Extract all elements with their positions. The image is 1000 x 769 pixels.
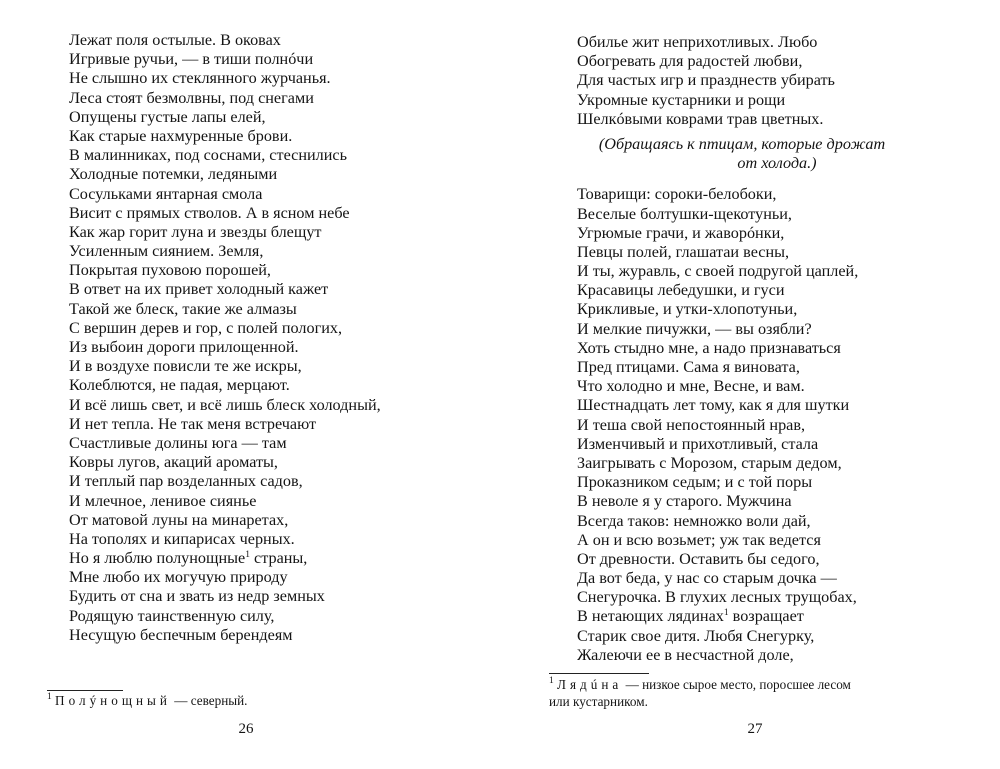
verse-line: Жалеючи ее в несчастной доле, xyxy=(577,645,794,664)
right-verse xyxy=(577,33,907,665)
footnote-mark: 1 xyxy=(245,550,250,561)
verse-line-with-footnote xyxy=(577,607,907,626)
footnote-definition: — северный. xyxy=(170,693,248,708)
footnote xyxy=(549,676,851,710)
verse-line: Веселые болтушки-щекотуньи, xyxy=(577,204,792,223)
footnote-mark: 1 xyxy=(723,608,729,619)
verse-line: Холодные потемки, ледяными xyxy=(69,165,278,184)
verse-line: Опущены густые лапы елей, xyxy=(69,107,266,126)
page-number: 26 xyxy=(238,721,254,737)
verse-line: Игривые ручьи, — в тиши полнóчи xyxy=(69,50,314,69)
verse-line: Проказником седым; и с той поры xyxy=(577,473,813,492)
verse-line: Всегда таков: немножко воли дай, xyxy=(577,511,811,530)
verse-line: Несущую беспечным берендеям xyxy=(69,625,293,644)
stage-direction xyxy=(577,135,907,173)
footnote-divider xyxy=(47,690,123,691)
right-page xyxy=(549,0,989,769)
verse-line: Обилье жит неприхотливых. Любо xyxy=(577,33,818,51)
verse-line: И теша свой непостоянный нрав, xyxy=(577,415,806,434)
verse-line: Укромные кустарники и рощи xyxy=(577,90,786,109)
left-page xyxy=(47,0,509,769)
left-verse xyxy=(69,31,381,645)
verse-line: Такой же блеск, такие же алмазы xyxy=(69,299,297,318)
page-number: 27 xyxy=(747,721,763,737)
stage-direction-line: (Обращаясь к птицам, которые дрожат xyxy=(598,134,886,153)
verse-line: Заигрывать с Морозом, старым дедом, xyxy=(577,453,842,472)
footnote-mark: 1 xyxy=(549,676,554,686)
verse-line: Красавицы лебедушки, и гуси xyxy=(577,281,785,300)
verse-line: Снегурочка. В глухих лесных трущобах, xyxy=(577,588,857,607)
verse-line: Леса стоят безмолвны, под снегами xyxy=(69,88,314,107)
verse-line: И нет тепла. Не так меня встречают xyxy=(69,414,317,433)
verse-line: Мне любо их могучую природу xyxy=(69,568,288,587)
verse-line: А он и всю возьмет; уж так ведется xyxy=(577,530,821,549)
verse-line: Для частых игр и празднеств убирать xyxy=(577,71,835,90)
verse-line: Певцы полей, глашатаи весны, xyxy=(577,242,790,261)
verse-line: На тополях и кипарисах черных. xyxy=(69,529,295,548)
verse-line: Крикливые, и утки-хлопотуньи, xyxy=(577,300,798,319)
verse-line: Что холодно и мне, Весне, и вам. xyxy=(577,377,805,396)
footnote-term: Лядúна xyxy=(557,677,623,692)
footnote xyxy=(47,692,247,709)
verse-line: Шестнадцать лет тому, как я для шутки xyxy=(577,396,850,415)
verse-line: Обогревать для радостей любви, xyxy=(577,52,803,71)
verse-text: Но я люблю полунощные xyxy=(69,549,246,568)
verse-line: Как жар горит луна и звезды блещут xyxy=(69,222,322,241)
verse-line: Да вот беда, у нас со старым дочка — xyxy=(577,569,837,588)
verse-line: Покрытая пуховою порошей, xyxy=(69,261,271,280)
verse-line: Старик свое дитя. Любя Снегурку, xyxy=(577,626,815,645)
verse-line: И ты, журавль, с своей подругой цаплей, xyxy=(577,262,859,281)
verse-line: Хоть стыдно мне, а надо признаваться xyxy=(577,338,841,357)
verse-line: Товарищи: сороки-белобоки, xyxy=(577,185,777,204)
verse-line: Усиленным сиянием. Земля, xyxy=(69,242,264,261)
verse-line: От матовой луны на минаретах, xyxy=(69,510,289,529)
verse-line: Ковры лугов, акаций ароматы, xyxy=(69,453,278,472)
stage-direction-line: от холода.) xyxy=(737,154,817,173)
verse-text: В нетающих лядинах xyxy=(577,607,724,626)
footnote-definition: — низкое сырое место, поросшее лесом xyxy=(622,677,851,692)
verse-line: Шелкóвыми коврами трав цветных. xyxy=(577,109,824,128)
verse-line: И млечное, ленивое сиянье xyxy=(69,491,257,510)
verse-line: Как старые нахмуренные брови. xyxy=(69,126,293,145)
verse-line: От древности. Оставить бы седого, xyxy=(577,549,820,568)
verse-text: страны, xyxy=(249,549,308,568)
verse-line: Угрюмые грачи, и жаворóнки, xyxy=(577,223,785,242)
verse-text: возращает xyxy=(728,607,804,626)
verse-line: В малинниках, под соснами, стеснились xyxy=(69,146,347,165)
verse-line: В ответ на их привет холодный кажет xyxy=(69,280,329,299)
footnote-divider xyxy=(549,673,649,674)
footnote-term: Полýнощный xyxy=(55,693,171,708)
verse-line: Колеблются, не падая, мерцают. xyxy=(69,376,290,395)
verse-line: Не слышно их стеклянного журчанья. xyxy=(69,69,331,88)
verse-line: И мелкие пичужки, — вы озябли? xyxy=(577,319,812,338)
verse-line: Счастливые долины юга — там xyxy=(69,433,287,452)
verse-line: Сосульками янтарная смола xyxy=(69,184,263,203)
verse-line: Будить от сна и звать из недр земных xyxy=(69,587,325,606)
verse-line: С вершин дерев и гор, с полей пологих, xyxy=(69,318,343,337)
verse-line: Из выбоин дороги прилощенной. xyxy=(69,338,299,356)
verse-line: И в воздухе повисли те же искры, xyxy=(69,357,302,376)
verse-line: И теплый пар возделанных садов, xyxy=(69,472,303,491)
verse-line: И всё лишь свет, и всё лишь блеск холодный, xyxy=(69,395,381,414)
verse-line: Изменчивый и прихотливый, стала xyxy=(577,434,819,453)
verse-line: Лежат поля остылые. В оковах xyxy=(69,31,281,49)
verse-line-with-footnote xyxy=(69,549,381,568)
verse-line: Пред птицами. Сама я виновата, xyxy=(577,358,800,377)
verse-line: Родящую таинственную силу, xyxy=(69,606,275,625)
footnote-definition: или кустарником. xyxy=(549,694,648,709)
verse-line: Висит с прямых стволов. А в ясном небе xyxy=(69,203,350,222)
verse-line: В неволе я у старого. Мужчина xyxy=(577,492,792,511)
footnote-mark: 1 xyxy=(47,692,52,702)
